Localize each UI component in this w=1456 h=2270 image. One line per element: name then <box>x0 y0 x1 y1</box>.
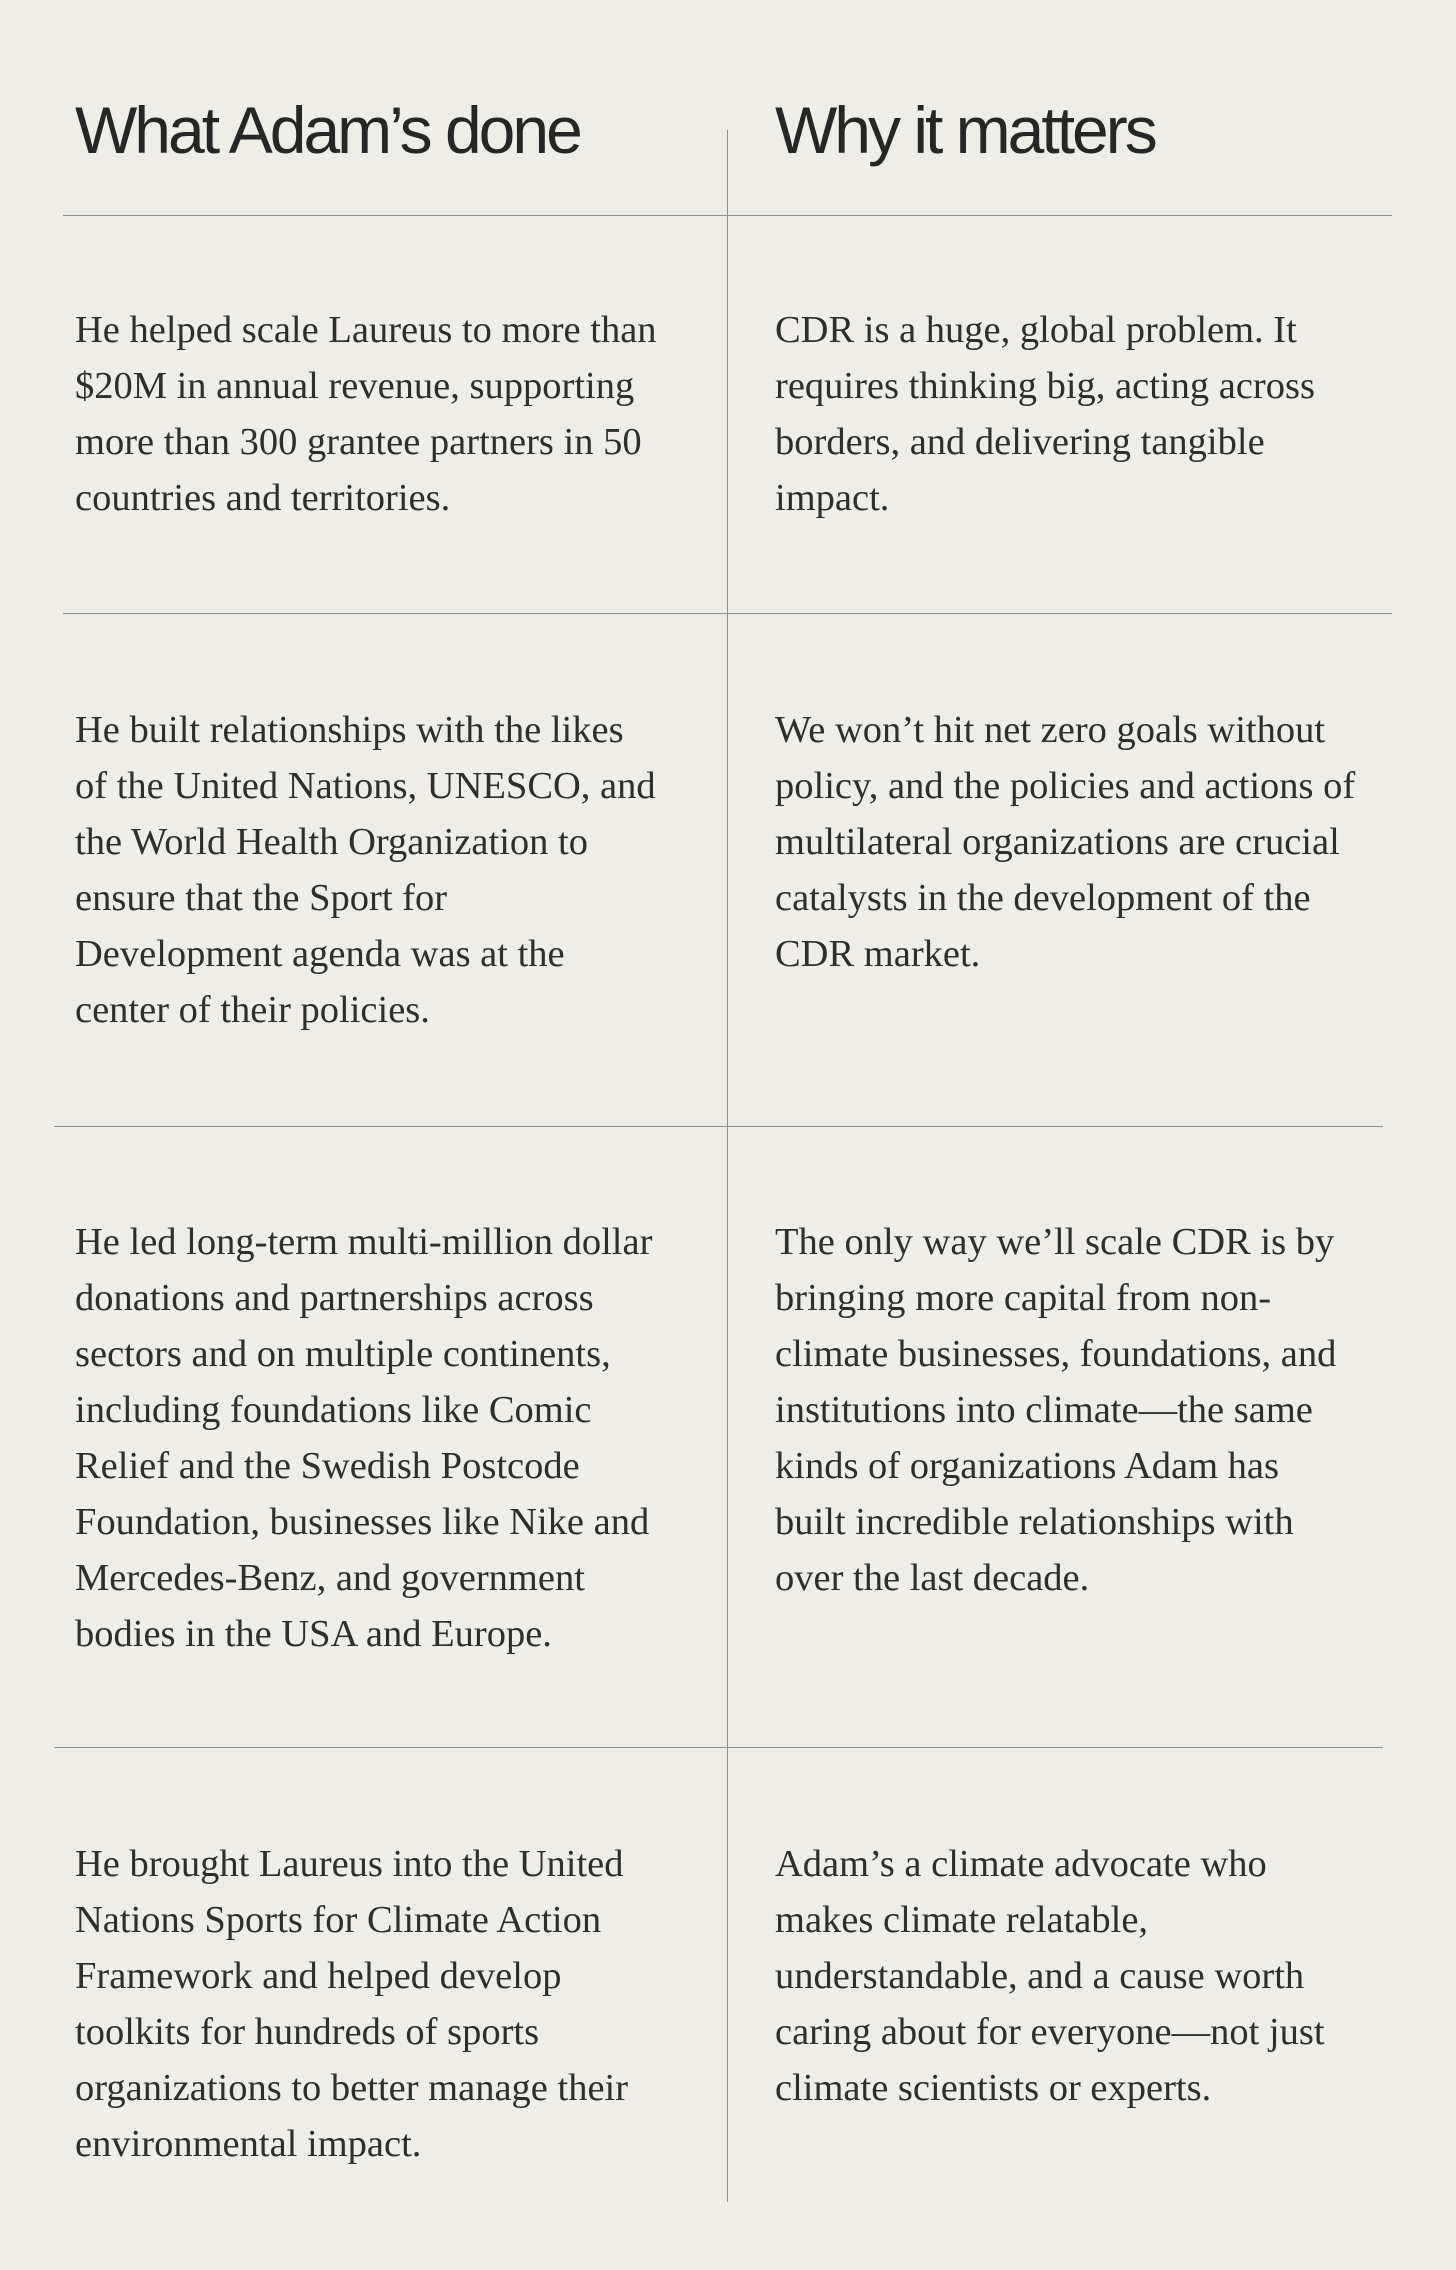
column-header-what-adams-done: What Adam’s done <box>75 93 580 167</box>
row-1-why-text: CDR is a huge, global problem. It requires thinking big, acting across borders, and delivering tangible impact. <box>775 309 1315 519</box>
column-divider <box>727 130 728 2202</box>
row-4-why-text: Adam’s a climate advocate who makes climate relatable, understandable, and a cause worth caring about for everyone—not just climate scientists or experts. <box>775 1843 1325 2109</box>
row-4-done-text: He brought Laureus into the United Nations Sports for Climate Action Framework and helped develop toolkits for hundreds of sports organizations to better manage their environmental impact. <box>75 1843 629 2165</box>
row-3-why-text: The only way we’ll scale CDR is by bringing more capital from non- climate businesses, foundations, and institutions into climate—the same kinds of organizations Adam has built incredible relationships with over the last decade. <box>775 1221 1337 1599</box>
column-header-why-it-matters: Why it matters <box>775 93 1155 167</box>
row-divider-3 <box>54 1747 1383 1748</box>
row-3-done-text: He led long-term multi-million dollar donations and partnerships across sectors and on multiple continents, including foundations like Comic Relief and the Swedish Postcode Foundation, businesses like Nike and Mercedes-Benz, and government bodies in the USA and Europe. <box>75 1221 653 1655</box>
row-divider-1 <box>63 613 1392 614</box>
row-2-why-text: We won’t hit net zero goals without policy, and the policies and actions of multilateral organizations are crucial catalysts in the development of the CDR market. <box>775 709 1356 975</box>
row-divider-2 <box>54 1126 1383 1127</box>
row-1-done-text: He helped scale Laureus to more than $20M in annual revenue, supporting more than 300 grantee partners in 50 countries and territories. <box>75 309 657 519</box>
header-divider <box>63 215 1392 216</box>
row-2-done-text: He built relationships with the likes of the United Nations, UNESCO, and the World Health Organization to ensure that the Sport for Development agenda was at the center of their policies. <box>75 709 656 1031</box>
